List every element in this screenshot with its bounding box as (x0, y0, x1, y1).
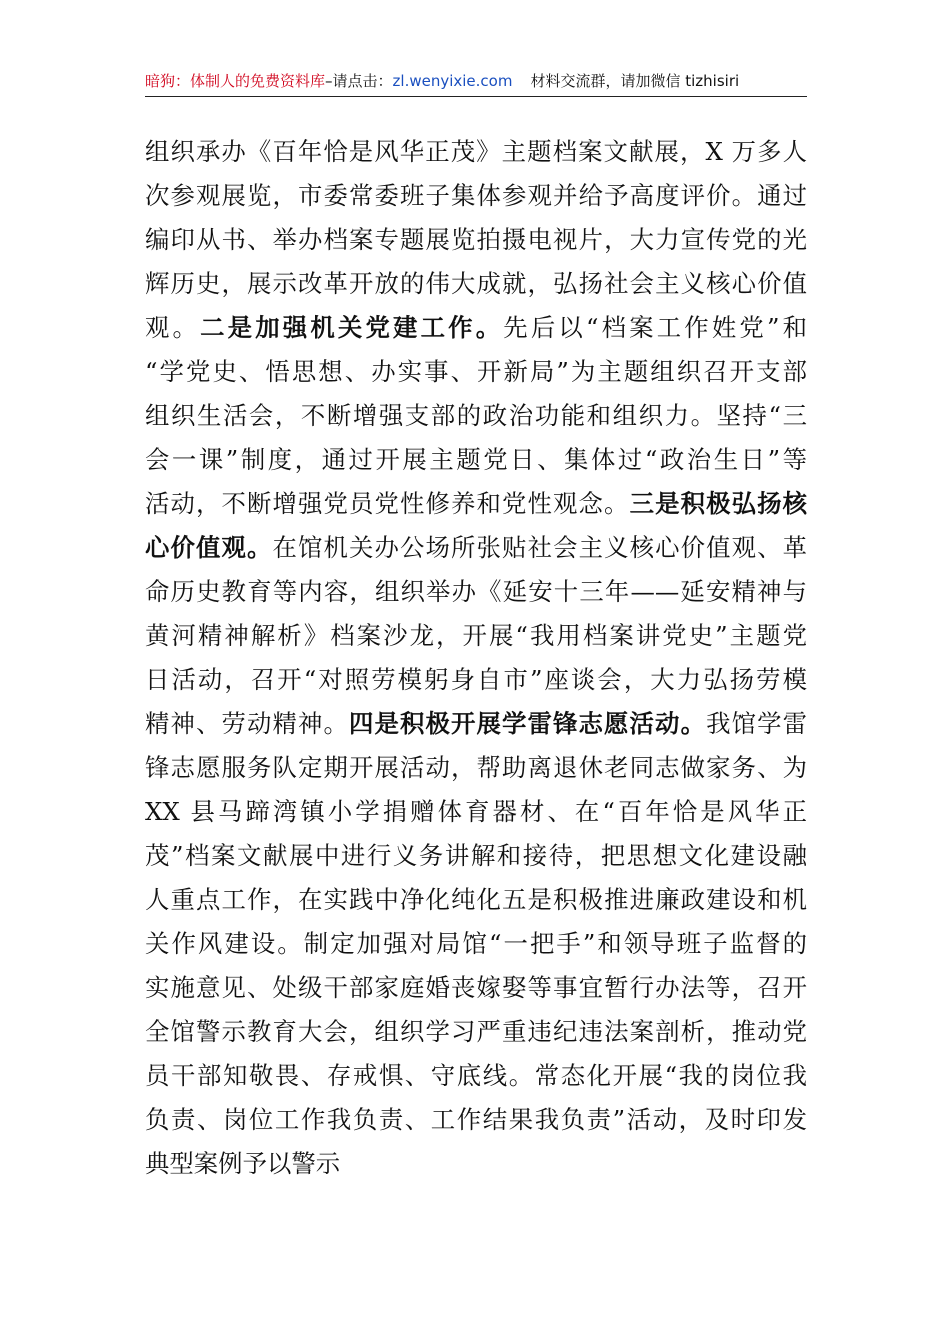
text-segment: 编印从书、举办档案专题展览拍摄电视片，大力宣传党的光 (145, 225, 807, 254)
text-line (145, 130, 807, 174)
text-line (145, 570, 807, 614)
text-line (145, 878, 807, 922)
header-url-link[interactable]: zl.wenyixie.com (392, 72, 513, 90)
text-segment: 精神、劳动精神。 (145, 709, 350, 738)
text-segment: 会一课”制度，通过开展主题党日、集体过“政治生日”等 (145, 445, 807, 474)
text-line (145, 746, 807, 790)
text-segment: 日活动，召开“对照劳模躬身自市”座谈会，大力弘扬劳模 (145, 665, 807, 694)
text-line (145, 438, 807, 482)
text-line (145, 306, 807, 350)
text-line (145, 1010, 807, 1054)
text-line (145, 350, 807, 394)
text-segment: 人重点工作，在实践中净化纯化五是积极推进廉政建设和机 (145, 885, 807, 914)
bold-heading-segment: 三是积极弘扬核 (629, 489, 807, 518)
text-segment: 在馆机关办公场所张贴社会主义核心价值观、革 (272, 533, 807, 562)
text-segment: 命历史教育等内容，组织举办《延安十三年——延安精神与 (145, 577, 807, 606)
text-line (145, 834, 807, 878)
text-line (145, 218, 807, 262)
text-line (145, 174, 807, 218)
text-segment: 锋志愿服务队定期开展活动，帮助离退休老同志做家务、为 (145, 753, 807, 782)
text-segment: 茂”档案文献展中进行义务讲解和接待，把思想文化建设融 (145, 841, 807, 870)
text-segment: 实施意见、处级干部家庭婚丧嫁娶等事宜暂行办法等，召开 (145, 973, 807, 1002)
text-line (145, 658, 807, 702)
text-line (145, 394, 807, 438)
bold-heading-segment: 二是加强机关党建工作。 (200, 313, 504, 342)
header-group-text: 材料交流群，请加微信 tizhisiri (530, 72, 740, 90)
text-segment: 观。 (145, 313, 201, 342)
text-segment: 全馆警示教育大会，组织学习严重违纪违法案剖析，推动党 (145, 1017, 807, 1046)
bold-heading-segment: 四是积极开展学雷锋志愿活动。 (349, 709, 707, 738)
text-segment: “学党史、悟思想、办实事、开新局”为主题组织召开支部 (145, 357, 807, 386)
text-segment: 组织承办《百年恰是风华正茂》主题档案文献展，X 万多人 (145, 137, 807, 166)
bold-heading-segment: 心价值观。 (145, 533, 273, 562)
text-segment: 负责、岗位工作我负责、工作结果我负责”活动，及时印发 (145, 1105, 807, 1134)
text-line (145, 966, 807, 1010)
text-segment: XX 县马蹄湾镇小学捐赠体育器材、在“百年恰是风华正 (145, 797, 807, 826)
text-line (145, 1054, 807, 1098)
text-segment: 先后以“档案工作姓党”和 (503, 313, 807, 342)
text-line (145, 526, 807, 570)
text-segment: 活动，不断增强党员党性修养和党性观念。 (145, 489, 630, 518)
page-header (145, 66, 807, 97)
header-click-text: –请点击： (325, 72, 393, 90)
text-line (145, 614, 807, 658)
text-segment: 典型案例予以警示 (145, 1149, 341, 1178)
text-line (145, 262, 807, 306)
text-segment: 员干部知敬畏、存戒惧、守底线。常态化开展“我的岗位我 (145, 1061, 807, 1090)
text-segment: 次参观展览，市委常委班子集体参观并给予高度评价。通过 (145, 181, 807, 210)
text-line (145, 482, 807, 526)
text-segment: 关作风建设。制定加强对局馆“一把手”和领导班子监督的 (145, 929, 807, 958)
text-segment: 我馆学雷 (706, 709, 807, 738)
text-line (145, 1098, 807, 1142)
text-line (145, 922, 807, 966)
text-line (145, 1142, 807, 1186)
text-segment: 辉历史，展示改革开放的伟大成就，弘扬社会主义核心价值 (145, 269, 807, 298)
text-segment: 组织生活会，不断增强支部的政治功能和组织力。坚持“三 (145, 401, 807, 430)
document-body (145, 130, 807, 1186)
text-line (145, 702, 807, 746)
header-brand: 暗狗：体制人的免费资料库 (145, 72, 326, 90)
text-segment: 黄河精神解析》档案沙龙，开展“我用档案讲党史”主题党 (145, 621, 807, 650)
text-line (145, 790, 807, 834)
